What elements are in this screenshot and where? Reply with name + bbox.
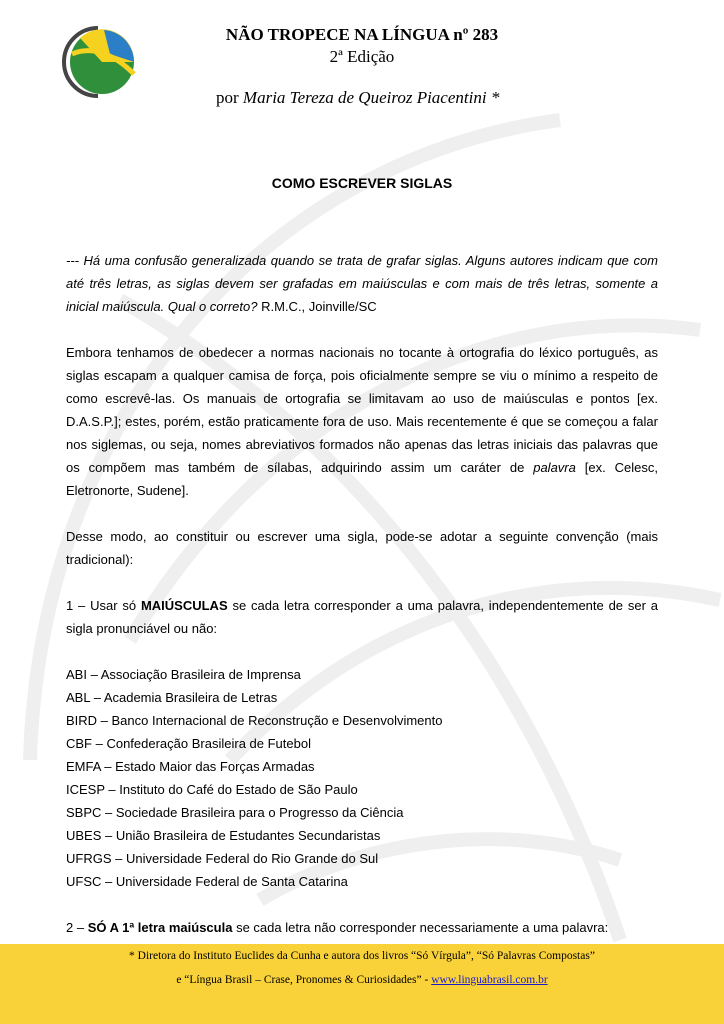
author-prefix: por	[216, 88, 239, 107]
footer	[0, 944, 724, 1024]
edition-label: 2ª Edição	[329, 47, 395, 66]
list-item: EMFA – Estado Maior das Forças Armadas	[66, 759, 315, 774]
paragraph-2: Desse modo, ao constituir ou escrever uma sigla, pode-se adotar a seguinte convenção (mais tradicional):	[66, 529, 658, 567]
list-item: UFSC – Universidade Federal de Santa Catarina	[66, 874, 348, 889]
list-item: CBF – Confederação Brasileira de Futebol	[66, 736, 311, 751]
rule-1-bold: MAIÚSCULAS	[140, 598, 228, 613]
paragraph-1-part1: Embora tenhamos de obedecer a normas nacionais no tocante à ortografia do léxico português, as siglas escapam a qualquer camisa de força, pois oficialmente sempre se viu o mínimo a respeito de como escrevê-las. Os manuais de ortografia se limitavam ao uso de maiúsculas e pontos [ex. D.A.S.P.]; estes, porém, estão praticamente fora de uso. Mais recentemente é que se começou a falar nos siglemas, ou seja, nomes abreviativos formados não apenas das letras iniciais das palavras que os compõem mas também de sílabas, adquirindo assim um caráter de	[66, 345, 658, 475]
rule-1-suffix: se cada letra corresponder a uma palavra, independentemente de ser a sigla pronunciável ou não:	[66, 598, 658, 636]
footer-line-2-text: e “Língua Brasil – Crase, Pronomes & Curiosidades” -	[176, 974, 429, 986]
list-item: UBES – União Brasileira de Estudantes Secundaristas	[66, 828, 381, 843]
list-item: ABI – Associação Brasileira de Imprensa	[66, 667, 301, 682]
column-title: NÃO TROPECE NA LÍNGUA nº 283	[225, 25, 499, 44]
list-item: ICESP – Instituto do Café do Estado de São Paulo	[66, 782, 358, 797]
acronym-list	[66, 663, 658, 893]
paragraph-1-italic: palavra	[533, 460, 576, 475]
paragraph-1-part2: [ex. Celesc, Eletronorte, Sudene].	[66, 460, 658, 498]
question-text: --- Há uma confusão generalizada quando se trata de grafar siglas. Alguns autores indicam que com até três letras, as siglas devem ser grafadas em maiúsculas e com mais de três letras, somente a inicial maiúscula. Qual o correto?	[66, 253, 658, 314]
question-signature: R.M.C., Joinville/SC	[261, 299, 377, 314]
reader-question	[66, 249, 658, 318]
author-line	[216, 88, 499, 108]
website-link[interactable]: www.linguabrasil.com.br	[431, 974, 548, 986]
rule-2-suffix: se cada letra não corresponder necessariamente a uma palavra:	[236, 920, 609, 935]
header	[160, 24, 564, 68]
list-item: UFRGS – Universidade Federal do Rio Grande do Sul	[66, 851, 379, 866]
footer-line-2	[0, 974, 724, 986]
list-item: BIRD – Banco Internacional de Reconstrução e Desenvolvimento	[66, 713, 443, 728]
rule-1-prefix: 1 – Usar só	[66, 598, 137, 613]
rule-2	[66, 916, 658, 939]
author-name: Maria Tereza de Queiroz Piacentini *	[242, 88, 500, 107]
rule-2-prefix: 2 –	[66, 920, 85, 935]
rule-1	[66, 594, 658, 640]
footer-line-1: * Diretora do Instituto Euclides da Cunha e autora dos livros “Só Vírgula”, “Só Palavras Compostas”	[129, 950, 595, 962]
logo-icon	[60, 24, 140, 100]
article-body	[66, 249, 658, 939]
paragraph-1	[66, 341, 658, 502]
list-item: SBPC – Sociedade Brasileira para o Progresso da Ciência	[66, 805, 404, 820]
list-item: ABL – Academia Brasileira de Letras	[66, 690, 278, 705]
page-title: COMO ESCREVER SIGLAS	[271, 175, 453, 191]
rule-2-bold: SÓ A 1ª letra maiúscula	[87, 920, 233, 935]
